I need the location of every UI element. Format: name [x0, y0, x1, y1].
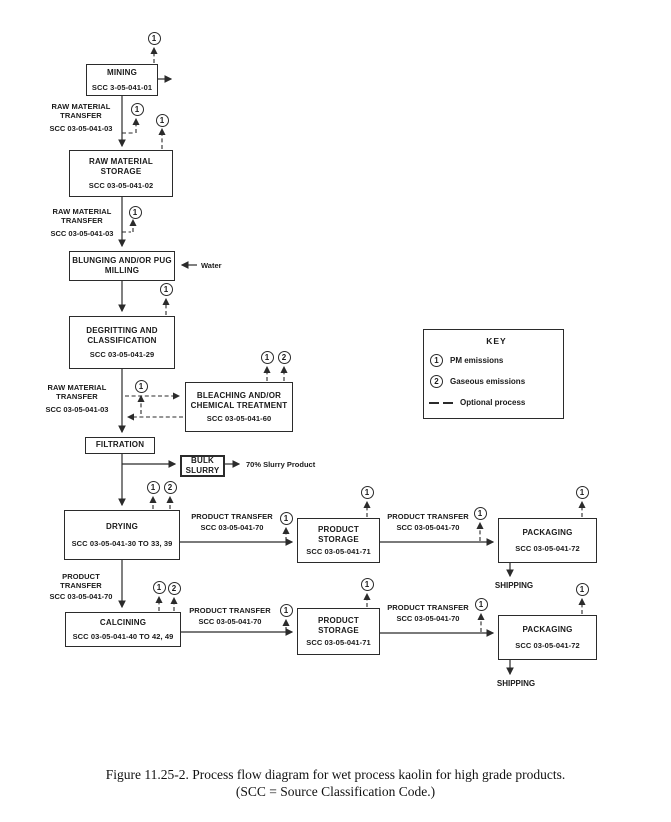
pm-emission-marker: 1 [156, 114, 169, 127]
label-product-transfer-2 [380, 512, 476, 532]
label-product-transfer-1-scc: SCC 03-05-041-70 [200, 523, 264, 533]
box-filtration [85, 437, 155, 454]
figure-caption [0, 766, 671, 800]
label-product-transfer-left-scc: SCC 03-05-041-70 [49, 591, 113, 601]
label-raw-material-transfer-1-scc: SCC 03-05-041-03 [49, 123, 113, 133]
box-raw-material-storage-title: RAW MATERIAL STORAGE [88, 156, 154, 176]
box-calcining-scc: SCC 03-05-041-40 TO 42, 49 [72, 631, 174, 641]
box-bleaching-chemical-treatment [185, 382, 293, 432]
box-calcining-title: CALCINING [99, 618, 147, 628]
pm-emission-marker: 1 [135, 380, 148, 393]
label-raw-material-transfer-1 [42, 102, 120, 133]
label-product-transfer-1 [182, 512, 282, 532]
water-input-label: Water [201, 261, 222, 270]
pm-emission-marker: 1 [361, 578, 374, 591]
box-packaging-top-scc: SCC 03-05-041-72 [515, 544, 580, 554]
pm-emission-marker: 1 [160, 283, 173, 296]
gaseous-emission-marker: 2 [430, 375, 443, 388]
key-title: KEY [486, 336, 507, 346]
box-product-storage-bottom-scc: SCC 03-05-041-71 [306, 638, 371, 648]
label-raw-material-transfer-3-title: RAW MATERIAL TRANSFER [47, 383, 107, 402]
pm-emission-marker: 1 [361, 486, 374, 499]
box-raw-material-storage-scc: SCC 03-05-041-02 [88, 181, 154, 191]
gaseous-emission-marker: 2 [164, 481, 177, 494]
box-drying-scc: SCC 03-05-041-30 TO 33, 39 [71, 538, 173, 548]
key-row-gaseous [430, 375, 563, 388]
pm-emission-marker: 1 [147, 481, 160, 494]
box-product-storage-bottom-title: PRODUCT STORAGE [318, 615, 359, 635]
gaseous-emission-marker: 2 [168, 582, 181, 595]
box-product-storage-top-scc: SCC 03-05-041-71 [306, 547, 371, 557]
box-product-storage-top [297, 518, 380, 563]
key-row-pm [430, 354, 563, 367]
label-raw-material-transfer-2-scc: SCC 03-05-041-03 [50, 228, 114, 238]
box-blunging-pug-milling-title: BLUNGING AND/OR PUG MILLING [72, 255, 172, 275]
box-degritting-title: DEGRITTING AND CLASSIFICATION [86, 325, 158, 345]
label-product-transfer-1-title: PRODUCT TRANSFER [191, 512, 273, 521]
box-degritting-scc: SCC 03-05-041-29 [89, 350, 155, 360]
figure-caption-line2: (SCC = Source Classification Code.) [235, 784, 436, 799]
label-product-transfer-4 [380, 603, 476, 623]
box-packaging-bottom [498, 615, 597, 660]
box-drying [64, 510, 180, 560]
box-degritting-classification [69, 316, 175, 369]
slurry-product-label: 70% Slurry Product [246, 460, 316, 469]
label-raw-material-transfer-2 [36, 207, 128, 238]
key-legend [423, 329, 564, 419]
label-product-transfer-3-scc: SCC 03-05-041-70 [198, 617, 262, 627]
box-bleaching-scc: SCC 03-05-041-60 [206, 414, 272, 424]
gaseous-emission-marker: 2 [278, 351, 291, 364]
figure-caption-line1: Figure 11.25-2. Process flow diagram for wet process kaolin for high grade products. [105, 767, 566, 782]
pm-emission-marker: 1 [129, 206, 142, 219]
label-raw-material-transfer-2-title: RAW MATERIAL TRANSFER [52, 207, 112, 226]
label-product-transfer-4-scc: SCC 03-05-041-70 [396, 614, 460, 624]
label-product-transfer-3-title: PRODUCT TRANSFER [189, 606, 271, 615]
box-mining [86, 64, 158, 96]
box-bulk-slurry [180, 455, 225, 477]
pm-emission-marker: 1 [261, 351, 274, 364]
pm-emission-marker: 1 [430, 354, 443, 367]
pm-emission-marker: 1 [576, 486, 589, 499]
box-packaging-bottom-title: PACKAGING [522, 624, 573, 634]
box-blunging-pug-milling [69, 251, 175, 281]
label-product-transfer-left [42, 572, 120, 601]
box-bleaching-title: BLEACHING AND/OR CHEMICAL TREATMENT [190, 390, 288, 410]
box-product-storage-bottom [297, 608, 380, 655]
key-gaseous-label: Gaseous emissions [450, 377, 526, 386]
box-raw-material-storage [69, 150, 173, 197]
box-packaging-bottom-scc: SCC 03-05-041-72 [515, 641, 580, 651]
box-calcining [65, 612, 181, 647]
pm-emission-marker: 1 [148, 32, 161, 45]
pm-emission-marker: 1 [474, 507, 487, 520]
label-product-transfer-3 [180, 606, 280, 626]
pm-emission-marker: 1 [576, 583, 589, 596]
box-mining-scc: SCC 3-05-041-01 [91, 82, 153, 92]
box-bulk-slurry-title: BULK SLURRY [185, 456, 220, 475]
label-product-transfer-4-title: PRODUCT TRANSFER [387, 603, 469, 612]
pm-emission-marker: 1 [475, 598, 488, 611]
shipping-label-top: SHIPPING [494, 581, 534, 590]
key-optional-label: Optional process [460, 398, 526, 407]
box-packaging-top-title: PACKAGING [522, 527, 573, 537]
pm-emission-marker: 1 [131, 103, 144, 116]
label-raw-material-transfer-3 [36, 383, 118, 414]
box-drying-title: DRYING [105, 522, 139, 532]
shipping-label-bottom: SHIPPING [496, 679, 536, 688]
label-product-transfer-2-scc: SCC 03-05-041-70 [396, 523, 460, 533]
label-product-transfer-2-title: PRODUCT TRANSFER [387, 512, 469, 521]
label-raw-material-transfer-1-title: RAW MATERIAL TRANSFER [51, 102, 111, 121]
box-packaging-top [498, 518, 597, 563]
pm-emission-marker: 1 [280, 512, 293, 525]
pm-emission-marker: 1 [280, 604, 293, 617]
label-product-transfer-left-title: PRODUCT TRANSFER [60, 572, 102, 591]
box-mining-title: MINING [106, 68, 138, 78]
label-raw-material-transfer-3-scc: SCC 03-05-041-03 [45, 404, 109, 414]
key-pm-label: PM emissions [450, 356, 504, 365]
optional-process-dash-icon [429, 402, 453, 404]
key-row-optional [430, 396, 563, 409]
pm-emission-marker: 1 [153, 581, 166, 594]
box-product-storage-top-title: PRODUCT STORAGE [318, 524, 359, 544]
box-filtration-title: FILTRATION [95, 440, 145, 450]
